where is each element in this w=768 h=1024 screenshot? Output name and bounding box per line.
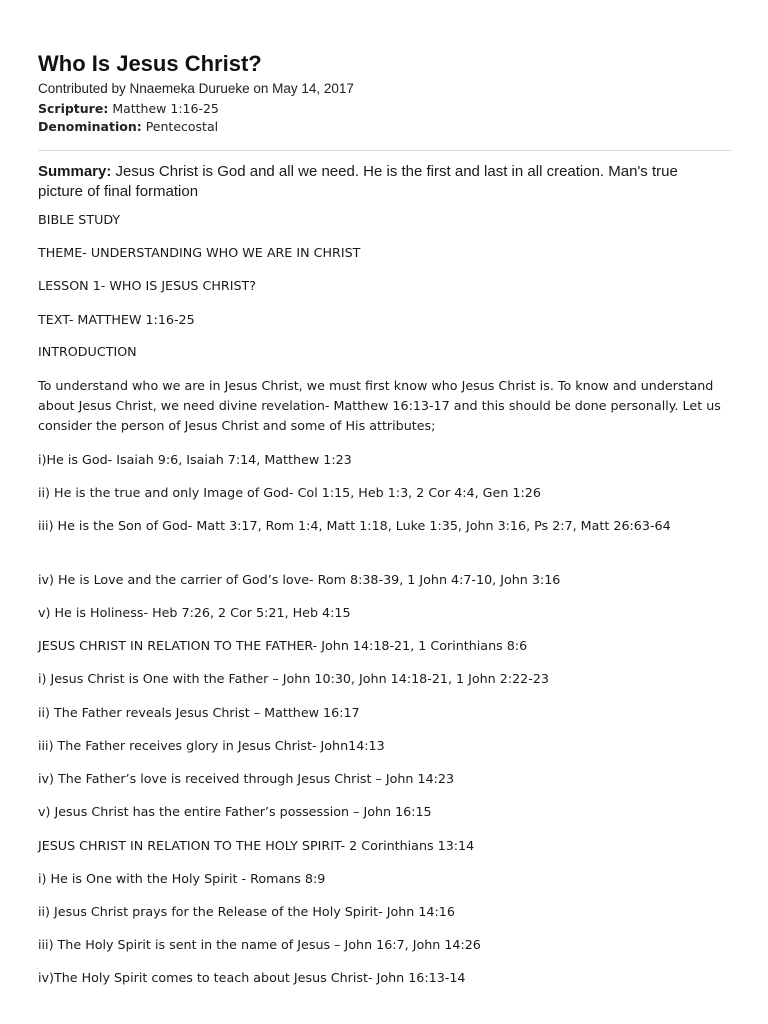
denomination-meta [38,118,218,136]
body-line-attribute-2: ii) He is the true and only Image of God- Col 1:15, Heb 1:3, 2 Cor 4:4, Gen 1:26 [38,485,541,500]
body-line-attribute-1: i)He is God- Isaiah 9:6, Isaiah 7:14, Matthew 1:23 [38,452,352,467]
body-line-father-2: ii) The Father reveals Jesus Christ – Matthew 16:17 [38,705,360,720]
body-line-attribute-4: iv) He is Love and the carrier of God’s love- Rom 8:38-39, 1 John 4:7-10, John 3:16 [38,572,561,587]
body-line-father-4: iv) The Father’s love is received through Jesus Christ – John 14:23 [38,771,455,786]
body-line-bible-study: BIBLE STUDY [38,212,121,227]
summary-text: Jesus Christ is God and all we need. He is the first and last in all creation. Man's true picture of final formation [38,163,678,200]
body-line-attribute-5: v) He is Holiness- Heb 7:26, 2 Cor 5:21, Heb 4:15 [38,605,351,620]
body-line-lesson: LESSON 1- WHO IS JESUS CHRIST? [38,278,256,293]
body-line-spirit-4: iv)The Holy Spirit comes to teach about Jesus Christ- John 16:13-14 [38,970,466,985]
body-line-theme: THEME- UNDERSTANDING WHO WE ARE IN CHRIST [38,245,361,260]
scripture-meta [38,100,219,118]
body-line-father-3: iii) The Father receives glory in Jesus Christ- John14:13 [38,738,385,753]
body-paragraph-intro: To understand who we are in Jesus Christ, we must first know who Jesus Christ is. To know and understand about Jesus Christ, we need divine revelation- Matthew 16:13-17 and this should be done personally. Let us consider the person of Jesus Christ and some of His attributes; [38,378,721,433]
body-line-spirit-heading: JESUS CHRIST IN RELATION TO THE HOLY SPIRIT- 2 Corinthians 13:14 [38,838,475,853]
body-line-father-5: v) Jesus Christ has the entire Father’s possession – John 16:15 [38,804,432,819]
body-line-text: TEXT- MATTHEW 1:16-25 [38,312,195,327]
body-line-spirit-2: ii) Jesus Christ prays for the Release of the Holy Spirit- John 14:16 [38,904,455,919]
body-line-spirit-3: iii) The Holy Spirit is sent in the name of Jesus – John 16:7, John 14:26 [38,937,481,952]
scripture-label: Scripture: [38,101,109,116]
body-line-attribute-3: iii) He is the Son of God- Matt 3:17, Rom 1:4, Matt 1:18, Luke 1:35, John 3:16, Ps 2:7, Matt 26:63-64 [38,518,671,533]
contributor-line: Contributed by Nnaemeka Durueke on May 14, 2017 [38,81,354,96]
body-line-introduction: INTRODUCTION [38,344,137,359]
header-divider [38,150,732,151]
scripture-value: Matthew 1:16-25 [112,101,219,116]
page-title: Who Is Jesus Christ? [38,51,262,76]
body-line-spirit-1: i) He is One with the Holy Spirit - Romans 8:9 [38,871,326,886]
summary [38,162,718,202]
denomination-label: Denomination: [38,119,142,134]
body-line-father-1: i) Jesus Christ is One with the Father – John 10:30, John 14:18-21, 1 John 2:22-23 [38,671,549,686]
summary-label: Summary: [38,163,112,180]
body-line-father-heading: JESUS CHRIST IN RELATION TO THE FATHER- John 14:18-21, 1 Corinthians 8:6 [38,638,528,653]
denomination-value: Pentecostal [145,119,219,134]
